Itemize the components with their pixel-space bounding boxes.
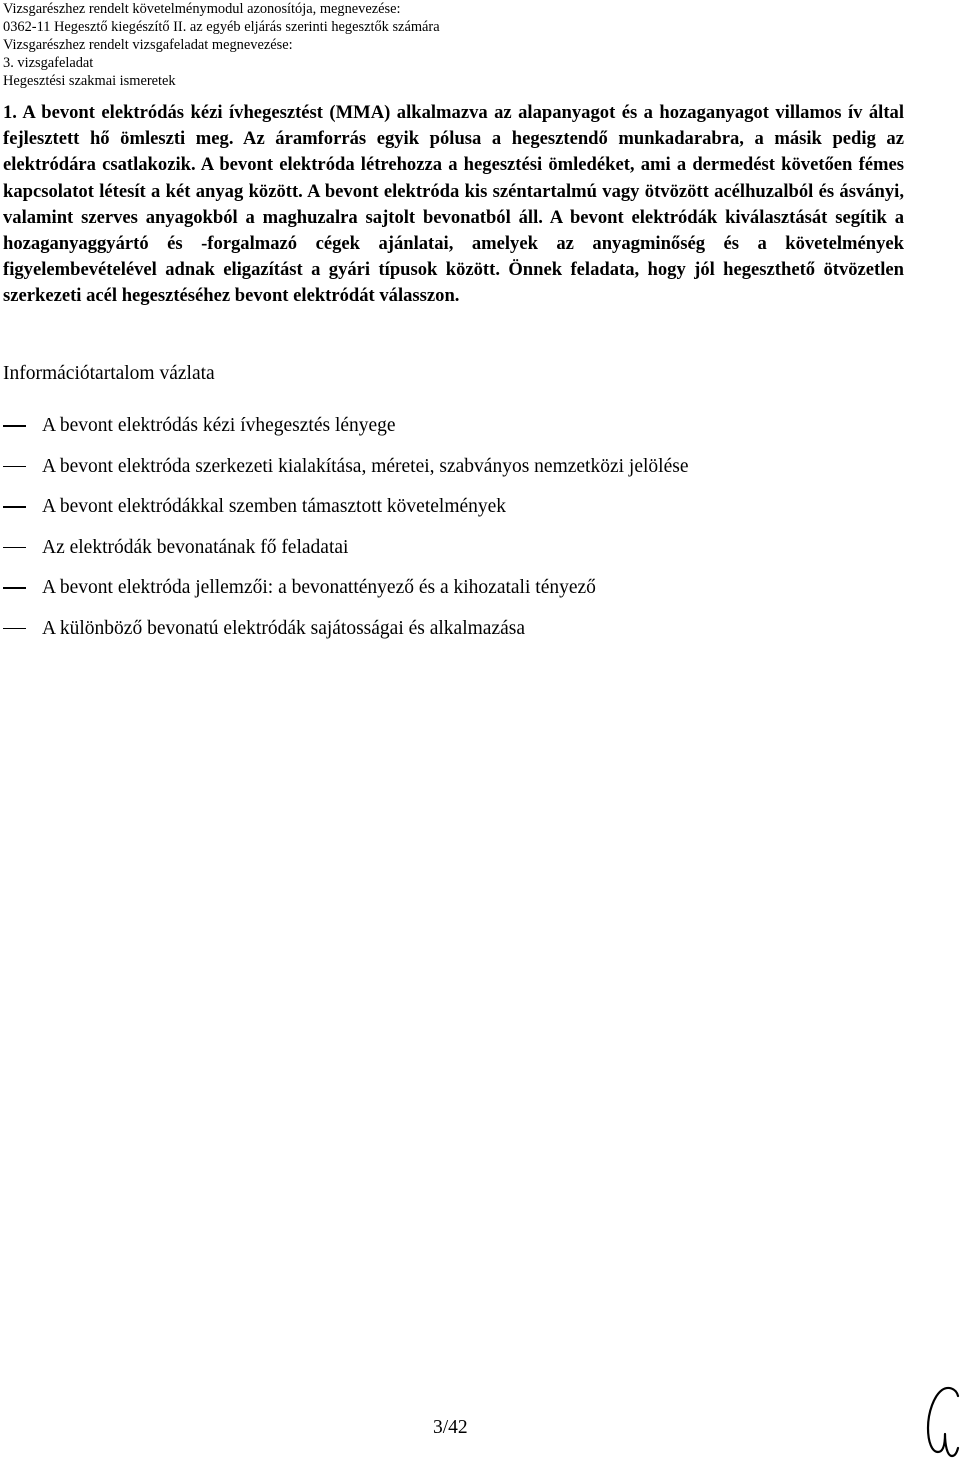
outline-item-text: A bevont elektróda szerkezeti kialakítása, méretei, szabványos nemzetközi jelölése: [42, 455, 689, 477]
outline-item: [0, 616, 940, 657]
outline-item-text: A bevont elektródákkal szemben támasztott követelmények: [42, 496, 507, 517]
dash-bullet-icon: [3, 587, 26, 589]
outline-title: Információtartalom vázlata: [3, 363, 215, 384]
outline-item: [0, 535, 940, 576]
module-value: 0362-11 Hegesztő kiegészítő II. az egyéb eljárás szerinti hegesztők számára: [3, 19, 440, 35]
module-label: Vizsgarészhez rendelt követelménymodul azonosítója, megnevezése:: [3, 1, 401, 17]
page-header: [3, 0, 953, 90]
task-label: Vizsgarészhez rendelt vizsgafeladat megnevezése:: [3, 37, 293, 53]
handwritten-signature-icon: [918, 1382, 960, 1463]
outline-item-text: A bevont elektróda jellemzői: a bevonattényező és a kihozatali tényező: [42, 577, 596, 598]
outline-item-text: Az elektródák bevonatának fő feladatai: [42, 536, 349, 558]
subject-name: Hegesztési szakmai ismeretek: [3, 73, 176, 89]
outline-item: [0, 413, 940, 454]
outline-item-text: A bevont elektródás kézi ívhegesztés lényege: [42, 415, 396, 436]
page-number: 3/42: [433, 1417, 468, 1438]
outline-item-text: A különböző bevonatú elektródák sajátosságai és alkalmazása: [42, 617, 526, 639]
outline-list: [0, 413, 940, 656]
dash-bullet-icon: [3, 547, 26, 549]
dash-bullet-icon: [3, 466, 26, 468]
outline-item: [0, 575, 940, 616]
dash-bullet-icon: [3, 425, 26, 427]
task-description: 1. A bevont elektródás kézi ívhegesztést (MMA) alkalmazva az alapanyagot és a hozaganyagot villamos ív által fejlesztett hő ömleszti meg. Az áramforrás egyik pólusa a hegesztendő munkadarabra, a másik pedig az elektródára csatlakozik. A bevont elektróda létrehozza a hegesztési ömledéket, ami a dermedést követően fémes kapcsolatot létesít a két anyag között. A bevont elektróda kis széntartalmú vagy ötvözött acélhuzalból és ásványi, valamint szerves anyagokból a maghuzalra sajtolt bevonatból áll. A bevont elektródák kiválasztását segítik a hozaganyaggyártó és -forgalmazó cégek ajánlatai, amelyek az anyagminőség és a követelmények figyelembevételével adnak eligazítást a gyári típusok között. Önnek feladata, hogy jól hegeszthető ötvözetlen szerkezeti acél hegesztéséhez bevont elektródát válasszon.: [3, 102, 904, 307]
task-value: 3. vizsgafeladat: [3, 55, 94, 71]
outline-item: [0, 454, 940, 495]
dash-bullet-icon: [3, 506, 26, 508]
dash-bullet-icon: [3, 628, 26, 630]
outline-item: [0, 494, 940, 535]
